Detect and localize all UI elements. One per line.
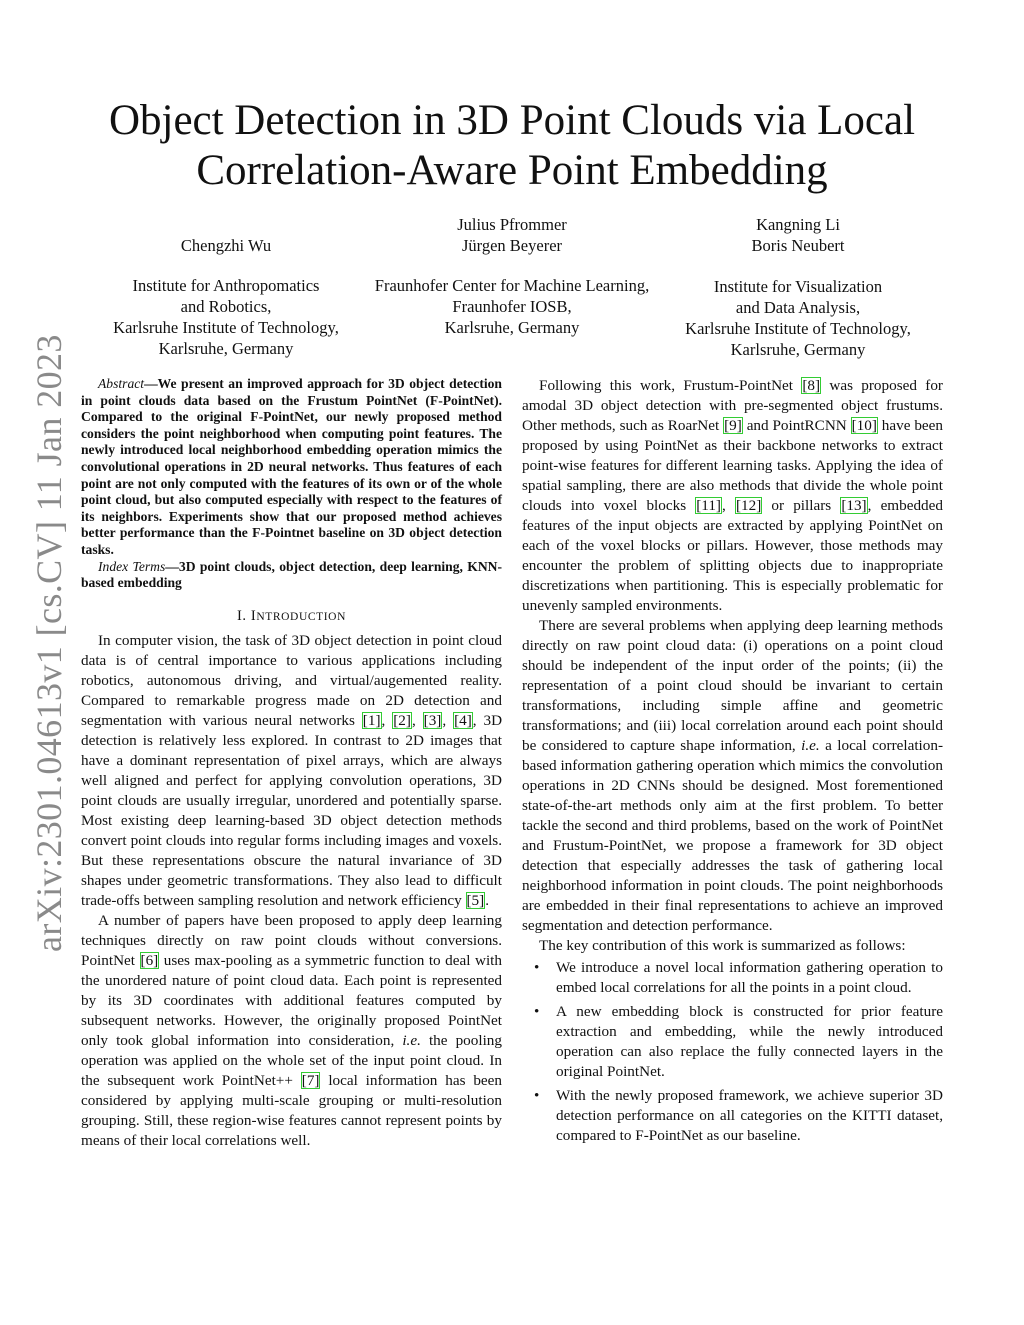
citation-link[interactable]: [3] — [423, 711, 442, 729]
text-run: a local correlation-based information gathering operation which mimics the convolution operations in 2D CNNs should be designed. Most forementioned state-of-the-art methods only aim at the first problem. To better tackle the second and third problems, based on the work of PointNet and Frustum-PointNet, we propose a framework for 3D object detection that especially addresses the task of gathering local neighborhood information in point clouds. The point neighborhoods are embedded in their final representations to achieve an improved segmentation and detection performance. — [522, 737, 944, 934]
text-run: or pillars — [762, 497, 841, 514]
bullet-icon: • — [534, 1003, 540, 1020]
affil-line: Karlsruhe, Germany — [444, 318, 580, 337]
affil-line: Institute for Visualization — [713, 277, 883, 296]
text-run: the pooling operation was applied on the whole set of the input point cloud. In the subsequent work PointNet++ — [81, 1031, 502, 1089]
text-run: , embedded features of the input objects are extracted by applying PointNet on each of the voxel blocks or pillars. However, those methods may encounter the problem of splitting objects due to inappropriate discretizations when partitioning. This is especially problematic for unevenly sampled environments. — [522, 497, 943, 614]
affil-line: Karlsruhe Institute of Technology, — [113, 318, 339, 337]
body-paragraph-2 — [522, 616, 943, 936]
affil-line: Karlsruhe Institute of Technology, — [685, 319, 911, 338]
author-name: Julius Pfrommer — [457, 215, 567, 234]
text-run: and PointRCNN — [742, 417, 851, 434]
bullet-icon: • — [534, 1087, 540, 1104]
author-name: Jürgen Beyerer — [461, 236, 563, 255]
arxiv-watermark: arXiv:2301.04613v1 [cs.CV] 11 Jan 2023 — [29, 334, 69, 952]
text-run: , — [442, 711, 454, 729]
list-item-text: With the newly proposed framework, we achieve superior 3D detection performance on all categories on the KITTI dataset, compared to F-PointNet as our baseline. — [556, 1087, 943, 1144]
author-affiliation — [668, 276, 928, 360]
citation-link[interactable]: [1] — [362, 711, 381, 729]
paper-title — [80, 96, 944, 196]
title-line-2: Correlation-Aware Point Embedding — [196, 147, 828, 194]
text-run-italic: i.e. — [801, 737, 820, 754]
section-heading-introduction — [81, 606, 502, 627]
list-item-text: We introduce a novel local information gathering operation to embed local correlations for all the points in a point cloud. — [556, 959, 943, 996]
affil-line: Fraunhofer Center for Machine Learning, — [374, 276, 650, 295]
affil-line: and Robotics, — [180, 297, 272, 316]
citation-link[interactable]: [6] — [140, 951, 159, 969]
text-run: . — [485, 891, 490, 909]
citation-link[interactable]: [5] — [466, 891, 485, 909]
list-item — [522, 1002, 943, 1082]
citation-link[interactable]: [8] — [802, 377, 821, 394]
left-column — [81, 376, 502, 1151]
index-terms — [81, 559, 502, 592]
section-title-initial: I — [250, 607, 257, 624]
author-block-3 — [668, 214, 928, 360]
author-affiliation — [360, 275, 664, 338]
title-line-1: Object Detection in 3D Point Clouds via Local — [108, 97, 916, 144]
index-terms-text: —3D point clouds, object detection, deep learning, KNN-based embedding — [81, 558, 502, 591]
affil-line: Karlsruhe, Germany — [158, 339, 294, 358]
text-run-italic: i.e. — [402, 1031, 421, 1049]
citation-link[interactable]: [4] — [454, 711, 472, 729]
text-run: was proposed for amodal 3D object detection with pre-segmented object frustums. Other methods, such as RoarNet — [522, 377, 943, 434]
affil-line: Institute for Anthropomatics — [132, 276, 320, 295]
text-run: , — [411, 711, 423, 729]
citation-link[interactable]: [12] — [735, 497, 762, 514]
citation-link[interactable]: [11] — [696, 497, 721, 514]
intro-paragraph-2 — [81, 911, 502, 1151]
affil-line: and Data Analysis, — [735, 298, 861, 317]
right-column — [522, 376, 943, 1150]
citation-link[interactable]: [7] — [301, 1071, 320, 1089]
bullet-icon: • — [534, 959, 540, 976]
citation-link[interactable]: [13] — [841, 497, 867, 514]
author-block-2 — [360, 214, 664, 338]
text-run: A number of papers have been proposed to apply deep learning techniques directly on raw point clouds without conversions. PointNet — [81, 911, 502, 969]
text-run: In computer vision, the task of 3D object detection in point cloud data is of central importance to various applications including robotics, autonomous driving, and virtual/augemented reality. Compared to remarkable progress made on 2D detection and segmentation with various neural networks — [81, 631, 502, 729]
intro-paragraph-1 — [81, 631, 502, 911]
text-run: , — [381, 711, 393, 729]
citation-link[interactable]: [10] — [851, 417, 877, 434]
text-run: , — [722, 497, 735, 514]
body-paragraph-1 — [522, 376, 943, 616]
text-run: , 3D detection is relatively less explored. In contrast to 2D images that have a dominant representation of pixel arrays, which are always well aligned and perfect for applying convolution operations, 3D point clouds are usually irregular, unordered and potentially sparse. Most existing deep learning-based 3D object detection methods convert point clouds into regular forms including images and voxels. But these representations obscure the natural invariance of 3D shapes under geometric transformations. They also lead to difficult trade-offs between sampling resolution and network efficiency — [81, 711, 503, 909]
affil-line: Fraunhofer IOSB, — [452, 297, 572, 316]
author-affiliation — [96, 275, 356, 359]
citation-link[interactable]: [2] — [393, 711, 411, 729]
index-terms-label: Index Terms — [98, 558, 166, 574]
list-item — [522, 958, 943, 998]
author-name: Chengzhi Wu — [180, 236, 272, 255]
author-name: Boris Neubert — [751, 236, 845, 255]
text-run: Following this work, Frustum-PointNet — [539, 377, 802, 394]
body-paragraph-3: The key contribution of this work is summarized as follows: — [539, 937, 906, 954]
text-run: local information has been considered by applying multi-scale grouping or multi-resolution grouping. Still, these region-wise features cannot represent points by means of their local correlations well. — [81, 1071, 502, 1149]
affil-line: Karlsruhe, Germany — [730, 340, 866, 359]
text-run: uses max-pooling as a symmetric function to deal with the unordered nature of point cloud data. Each point is represented by its 3D coordinates with additional features computed by subsequent networks. However, the originally proposed PointNet only took global information into consideration, — [81, 951, 502, 1049]
text-run: There are several problems when applying deep learning methods directly on raw point cloud data: (i) operations on a point cloud should be independent of the input order of the points; (ii) the representation of a point cloud should be invariant to certain transformations, including simple affine and geometric transformations; and (iii) local correlation around each point should be considered to capture shape information, — [522, 617, 943, 754]
abstract-text: —We present an improved approach for 3D object detection in point clouds data based on the Frustum PointNet (F-PointNet). Compared to the original F-PointNet, our newly proposed method considers the point neighborhood when computing point features. The newly introduced local neighborhood embedding operation mimics the convolutional operations in 2D neural networks. Thus features of each point are not only computed with the features of its own or of the whole point cloud, but also computed especially with respect to the features of its neighbors. Experiments show that our proposed method achieves better performance than the F-Pointnet baseline on 3D object detection tasks. — [81, 376, 502, 557]
section-title-rest: NTRODUCTION — [256, 610, 346, 623]
author-block-1 — [96, 235, 356, 359]
list-item — [522, 1086, 943, 1146]
section-number: I. — [237, 607, 251, 624]
list-item-text: A new embedding block is constructed for prior feature extraction and embedding, while the newly introduced operation can also replace the fully connected layers in the original PointNet. — [556, 1003, 943, 1080]
contribution-list — [522, 958, 943, 1146]
abstract — [81, 376, 502, 559]
author-name: Kangning Li — [756, 215, 840, 234]
citation-link[interactable]: [9] — [724, 417, 742, 434]
abstract-label: Abstract — [98, 376, 145, 391]
text-run: have been proposed by using PointNet as their backbone networks to extract point-wise features for different learning tasks. Applying the idea of spatial sampling, there are also methods that divide the whole point clouds into voxel blocks — [522, 417, 944, 514]
